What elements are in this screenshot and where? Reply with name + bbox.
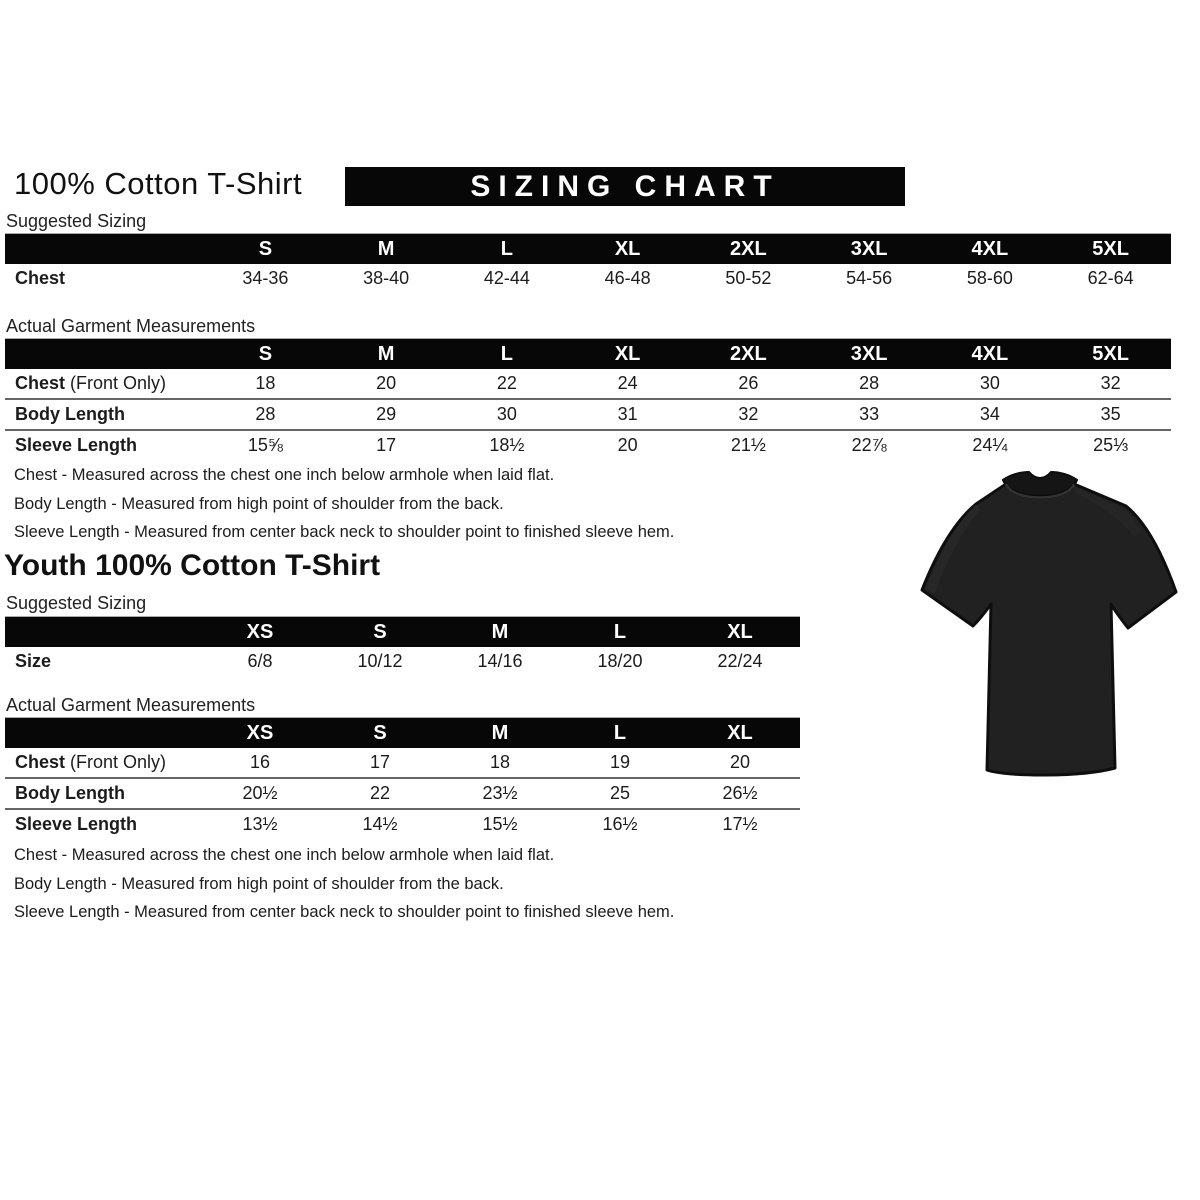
table-cell: 50-52 [725,268,772,288]
table-cell: 31 [567,399,688,430]
table-row-body-length [5,399,1171,430]
note-body-length: Body Length - Measured from high point of shoulder from the back. [14,874,504,893]
table-cell: 42-44 [483,268,530,288]
row-label-main: Chest [15,373,66,393]
table-row-body-length [5,778,800,809]
column-header: XS [200,718,320,749]
table-cell: 21½ [688,430,809,460]
column-header: S [205,234,326,265]
table-cell: 32 [688,399,809,430]
note-sleeve-length: Sleeve Length - Measured from center back neck to shoulder point to finished sleeve hem. [14,523,675,541]
sizing-chart-banner [345,167,905,206]
table-cell: 58-60 [966,268,1013,288]
column-header: 4XL [930,234,1051,265]
table-cell: 20½ [200,778,320,809]
header-spacer [5,718,200,749]
adult-suggested-sizing-label: Suggested Sizing [6,211,147,231]
note-chest: Chest - Measured across the chest one inch below armhole when laid flat. [14,846,555,864]
header-spacer [5,234,205,265]
header-spacer [5,339,205,370]
sizing-chart-banner-label: SIZING CHART [470,169,780,203]
table-cell: 30 [447,399,568,430]
column-header: XL [680,617,800,648]
table-cell: 19 [609,752,631,772]
table-cell: 15½ [440,809,560,839]
youth-suggested-sizing-label: Suggested Sizing [6,593,147,613]
table-header-row [5,617,800,648]
table-cell: 13½ [200,809,320,839]
table-cell: 25 [560,778,680,809]
table-row-sleeve-length [5,430,1171,460]
table-cell: 18 [255,373,276,393]
table-cell: 62-64 [1087,268,1134,288]
column-header: 5XL [1050,234,1171,265]
column-header: S [320,617,440,648]
table-cell: 22 [496,373,517,393]
row-label [5,748,200,778]
table-cell: 20 [376,373,397,393]
row-label-suffix: (Front Only) [65,373,167,393]
table-cell: 24¼ [930,430,1051,460]
table-cell: 16 [249,752,271,772]
table-cell: 30 [979,373,1000,393]
row-label: Chest [15,268,66,288]
column-header: 4XL [930,339,1051,370]
table-header-row [5,234,1171,265]
table-header-row [5,339,1171,370]
table-cell: 54-56 [846,268,893,288]
table-cell: 20 [729,752,751,772]
table-cell: 17 [326,430,447,460]
adult-suggested-sizing-table [5,233,1171,293]
page-title: 100% Cotton T-Shirt [14,166,303,201]
table-row-chest [5,369,1171,399]
note-body-length: Body Length - Measured from high point of shoulder from the back. [14,494,504,513]
table-cell: 18 [489,752,511,772]
column-header: 2XL [688,339,809,370]
row-label-main: Body Length [15,404,125,424]
table-cell: 20 [567,430,688,460]
youth-actual-measurements-label: Actual Garment Measurements [6,695,256,715]
youth-suggested-sizing-table [5,616,800,676]
adult-measurement-notes [14,461,674,547]
table-cell: 32 [1100,373,1121,393]
column-header: S [205,339,326,370]
youth-actual-measurements-table [5,717,800,839]
column-header: XL [567,234,688,265]
table-cell: 22⅞ [809,430,930,460]
note-chest: Chest - Measured across the chest one inch below armhole when laid flat. [14,466,555,484]
adult-actual-measurements-label: Actual Garment Measurements [6,316,256,336]
tshirt-image [890,468,1190,808]
table-cell: 33 [809,399,930,430]
row-label-suffix: (Front Only) [65,752,167,772]
table-cell: 6/8 [247,651,273,671]
table-cell: 38-40 [363,268,410,288]
table-header-row [5,718,800,749]
table-cell: 34-36 [242,268,289,288]
row-label-main: Sleeve Length [15,814,138,834]
column-header: 3XL [809,339,930,370]
table-cell: 14½ [320,809,440,839]
table-cell: 17½ [680,809,800,839]
table-cell: 18/20 [597,651,643,671]
column-header: 2XL [688,234,809,265]
table-cell: 29 [326,399,447,430]
column-header: S [320,718,440,749]
table-row [5,264,1171,293]
table-row-sleeve-length [5,809,800,839]
table-cell: 16½ [560,809,680,839]
column-header: L [560,617,680,648]
table-row-size [5,647,800,676]
column-header: L [447,339,568,370]
table-cell: 26½ [680,778,800,809]
column-header: L [560,718,680,749]
row-label [5,399,205,430]
row-label [5,809,200,839]
column-header: XS [200,617,320,648]
column-header: 3XL [809,234,930,265]
table-cell: 25⅓ [1050,430,1171,460]
table-cell: 22 [320,778,440,809]
table-cell: 34 [930,399,1051,430]
table-cell: 17 [369,752,391,772]
column-header: M [440,718,560,749]
header-spacer [5,617,200,648]
column-header: L [447,234,568,265]
table-cell: 24 [617,373,638,393]
table-cell: 23½ [440,778,560,809]
table-cell: 14/16 [477,651,523,671]
youth-measurement-notes [14,841,674,927]
table-row-chest [5,748,800,778]
table-cell: 10/12 [357,651,403,671]
table-cell: 22/24 [717,651,763,671]
row-label [5,430,205,460]
row-label [5,778,200,809]
table-cell: 46-48 [604,268,651,288]
column-header: 5XL [1050,339,1171,370]
row-label [5,369,205,399]
column-header: M [440,617,560,648]
row-label-main: Chest [15,752,66,772]
row-label-main: Sleeve Length [15,435,138,455]
table-cell: 35 [1050,399,1171,430]
column-header: M [326,234,447,265]
row-label: Size [15,651,52,671]
table-cell: 28 [859,373,880,393]
adult-actual-measurements-table [5,338,1171,460]
note-sleeve-length: Sleeve Length - Measured from center back neck to shoulder point to finished sleeve hem. [14,903,675,921]
column-header: XL [567,339,688,370]
table-cell: 26 [738,373,759,393]
table-cell: 28 [205,399,326,430]
row-label-main: Body Length [15,783,125,803]
youth-section-title: Youth 100% Cotton T-Shirt [4,549,381,582]
column-header: XL [680,718,800,749]
column-header: M [326,339,447,370]
table-cell: 18½ [447,430,568,460]
table-cell: 15⅝ [205,430,326,460]
